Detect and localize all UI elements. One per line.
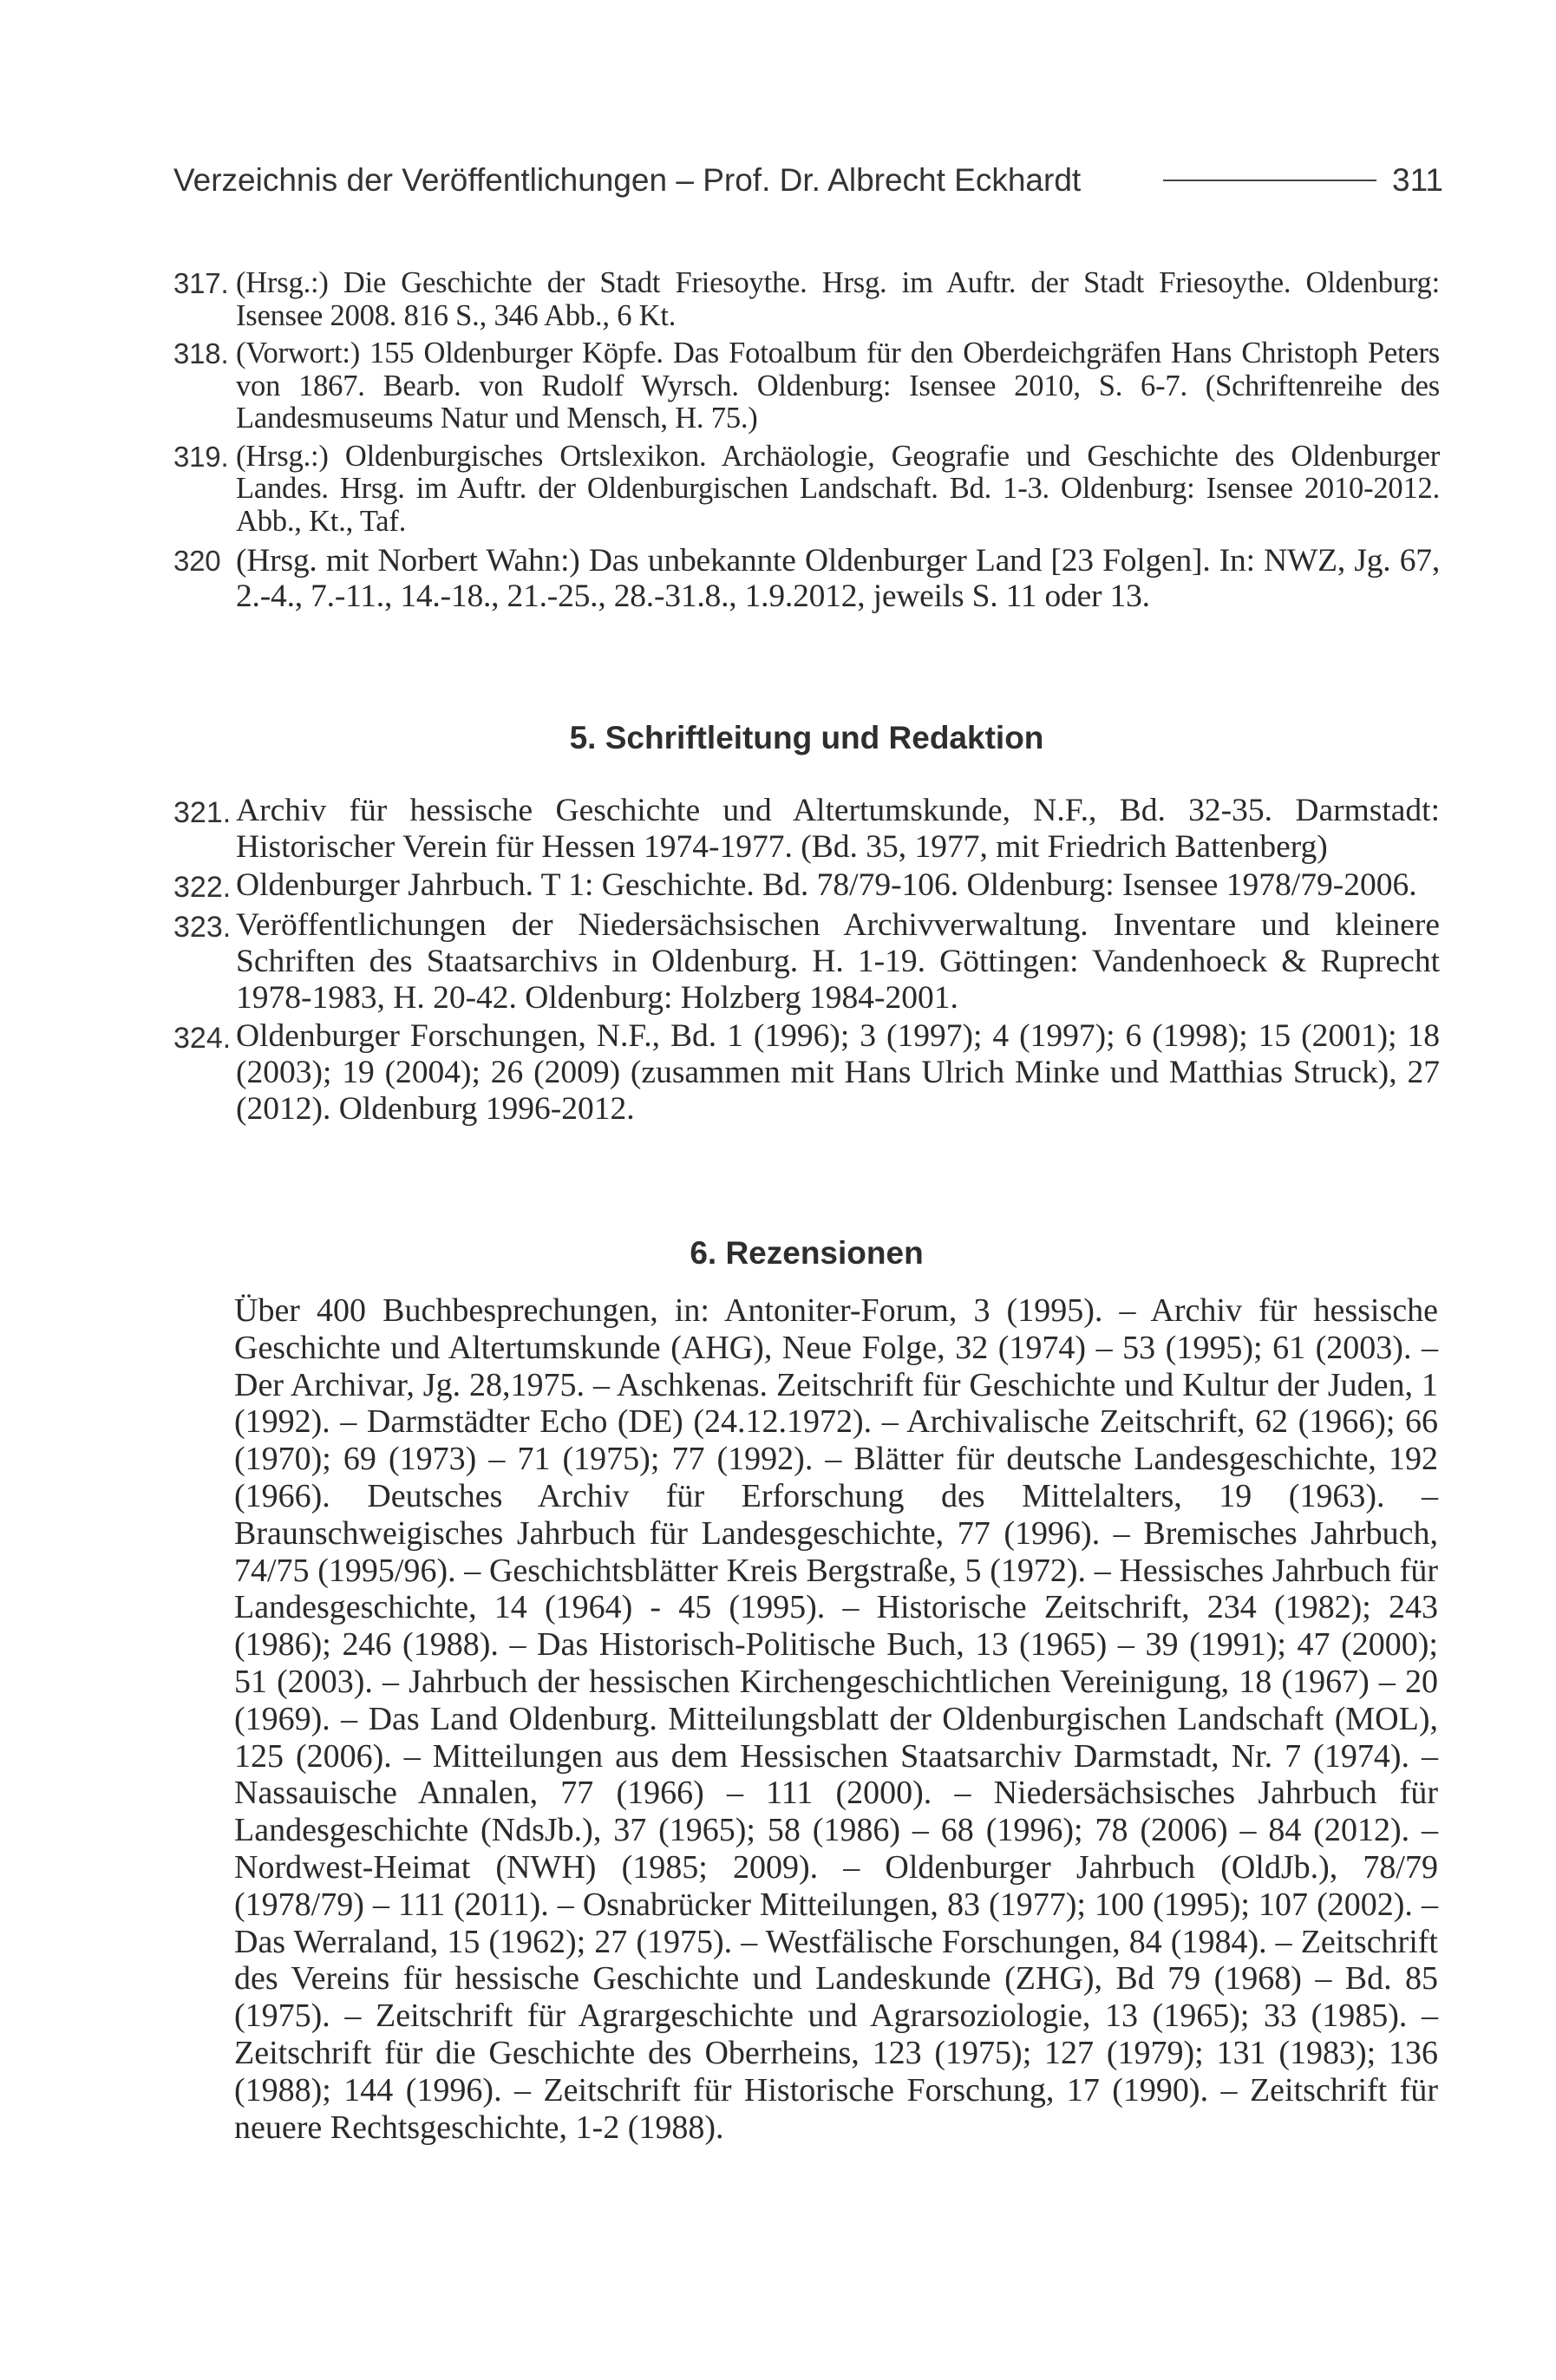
entry-number: 318. — [173, 337, 229, 369]
entry-text: (Vorwort:) 155 Oldenburger Köpfe. Das Fotoalbum für den Oberdeichgräfen Hans Christoph Peters von 1867. Bearb. von Rudolf Wyrsch. Oldenburg: Isensee 2010, S. 6-7. (Schriftenreihe des Landesmuseums Natur und Mensch, H. 75.) — [236, 337, 1440, 435]
entry-text: Oldenburger Forschungen, N.F., Bd. 1 (1996); 3 (1997); 4 (1997); 6 (1998); 15 (2001); 18 (2003); 19 (2004); 26 (2009) (zusammen mit Hans Ulrich Minke und Matthias Struck), 27 (2012). Oldenburg 1996-2012. — [236, 1018, 1440, 1127]
entry-text: Veröffentlichungen der Niedersächsischen Archivverwaltung. Inventare und kleinere Schriften des Staatsarchivs in Oldenburg. H. 1-19. Göttingen: Vandenhoeck & Ruprecht 1978-1983, H. 20-42. Oldenburg: Holzberg 1984-2001. — [236, 907, 1440, 1016]
entry-text: Oldenburger Jahrbuch. T 1: Geschichte. Bd. 78/79-106. Oldenburg: Isensee 1978/79-2006. — [236, 867, 1417, 903]
entry-text: (Hrsg.:) Die Geschichte der Stadt Friesoythe. Hrsg. im Auftr. der Stadt Friesoythe. Oldenburg: Isensee 2008. 816 S., 346 Abb., 6 Kt. — [236, 266, 1440, 332]
entry-text: (Hrsg. mit Norbert Wahn:) Das unbekannte Oldenburger Land [23 Folgen]. In: NWZ, Jg. 67, 2.-4., 7.-11., 14.-18., 21.-25., 28.-31.8., 1.9.2012, jeweils S. 11 oder 13. — [236, 543, 1440, 614]
list-item — [173, 441, 1440, 539]
list-item — [173, 907, 1440, 1017]
entry-number: 324. — [173, 1022, 232, 1055]
section-heading-6: 6. Rezensionen — [690, 1235, 924, 1271]
running-header — [173, 156, 1443, 205]
entry-number: 322. — [173, 871, 232, 904]
reviews-paragraph: Über 400 Buchbesprechungen, in: Antoniter-Forum, 3 (1995). – Archiv für hessische Geschichte und Altertumskunde (AHG), Neue Folge, 32 (1974) – 53 (1995); 61 (2003). – Der Archivar, Jg. 28,1975. – Aschkenas. Zeitschrift für Geschichte und Kultur der Juden, 1 (1992). – Darmstädter Echo (DE) (24.12.1972). – Archivalische Zeitschrift, 62 (1966); 66 (1970); 69 (1973) – 71 (1975); 77 (1992). – Blätter für deutsche Landesgeschichte, 192 (1966). Deutsches Archiv für Erforschung des Mittelalters, 19 (1963). – Braunschweigisches Jahrbuch für Landesgeschichte, 77 (1996). – Bremisches Jahrbuch, 74/75 (1995/96). – Geschichtsblätter Kreis Bergstraße, 5 (1972). – Hessisches Jahrbuch für Landesgeschichte, 14 (1964) - 45 (1995). – Historische Zeitschrift, 234 (1982); 243 (1986); 246 (1988). – Das Historisch-Politische Buch, 13 (1965) – 39 (1991); 47 (2000); 51 (2003). – Jahrbuch der hessischen Kirchengeschichtlichen Vereinigung, 18 (1967) – 20 (1969). – Das Land Oldenburg. Mitteilungsblatt der Oldenburgischen Landschaft (MOL), 125 (2006). – Mitteilungen aus dem Hessischen Staatsarchiv Darmstadt, Nr. 7 (1974). – Nassauische Annalen, 77 (1966) – 111 (2000). – Niedersächsisches Jahrbuch für Landesgeschichte (NdsJb.), 37 (1965); 58 (1986) – 68 (1996); 78 (2006) – 84 (2012). – Nordwest-Heimat (NWH) (1985; 2009). – Oldenburger Jahrbuch (OldJb.), 78/79 (1978/79) – 111 (2011). – Osnabrücker Mitteilungen, 83 (1977); 100 (1995); 107 (2002). – Das Werraland, 15 (1962); 27 (1975). – Westfälische Forschungen, 84 (1984). – Zeitschrift des Vereins für hessische Geschichte und Landeskunde (ZHG), Bd 79 (1968) – Bd. 85 (1975). – Zeitschrift für Agrargeschichte und Agrarsoziologie, 13 (1965); 33 (1985). – Zeitschrift für die Geschichte des Oberrheins, 123 (1975); 127 (1979); 131 (1983); 136 (1988); 144 (1996). – Zeitschrift für Historische Forschung, 17 (1990). – Zeitschrift für neuere Rechtsgeschichte, 1-2 (1988). — [234, 1292, 1438, 2146]
entry-text: Archiv für hessische Geschichte und Altertumskunde, N.F., Bd. 32-35. Darmstadt: Historischer Verein für Hessen 1974-1977. (Bd. 35, 1977, mit Friedrich Battenberg) — [236, 793, 1440, 865]
entry-number: 323. — [173, 911, 232, 944]
list-item — [173, 793, 1440, 866]
page-number: 311 — [1392, 162, 1443, 198]
entry-number: 321. — [173, 796, 232, 829]
list-item — [173, 543, 1440, 614]
list-item — [173, 267, 1440, 332]
header-title: Verzeichnis der Veröffentlichungen – Prof. Dr. Albrecht Eckhardt — [173, 162, 1082, 198]
entry-text: (Hrsg.:) Oldenburgisches Ortslexikon. Archäologie, Geografie und Geschichte des Oldenburger Landes. Hrsg. im Auftr. der Oldenburgischen Landschaft. Bd. 1-3. Oldenburg: Isensee 2010-2012. Abb., Kt., Taf. — [236, 439, 1440, 538]
list-item — [173, 867, 1440, 906]
header-rule — [1163, 180, 1376, 181]
entries-list-section5 — [173, 793, 1440, 1129]
list-item — [173, 1018, 1440, 1128]
entry-number: 320 — [173, 545, 221, 577]
section-heading-5: 5. Schriftleitung und Redaktion — [569, 720, 1044, 755]
list-item — [173, 337, 1440, 435]
entry-number: 317. — [173, 267, 229, 299]
entry-number: 319. — [173, 440, 229, 473]
entries-list-top — [173, 267, 1440, 619]
